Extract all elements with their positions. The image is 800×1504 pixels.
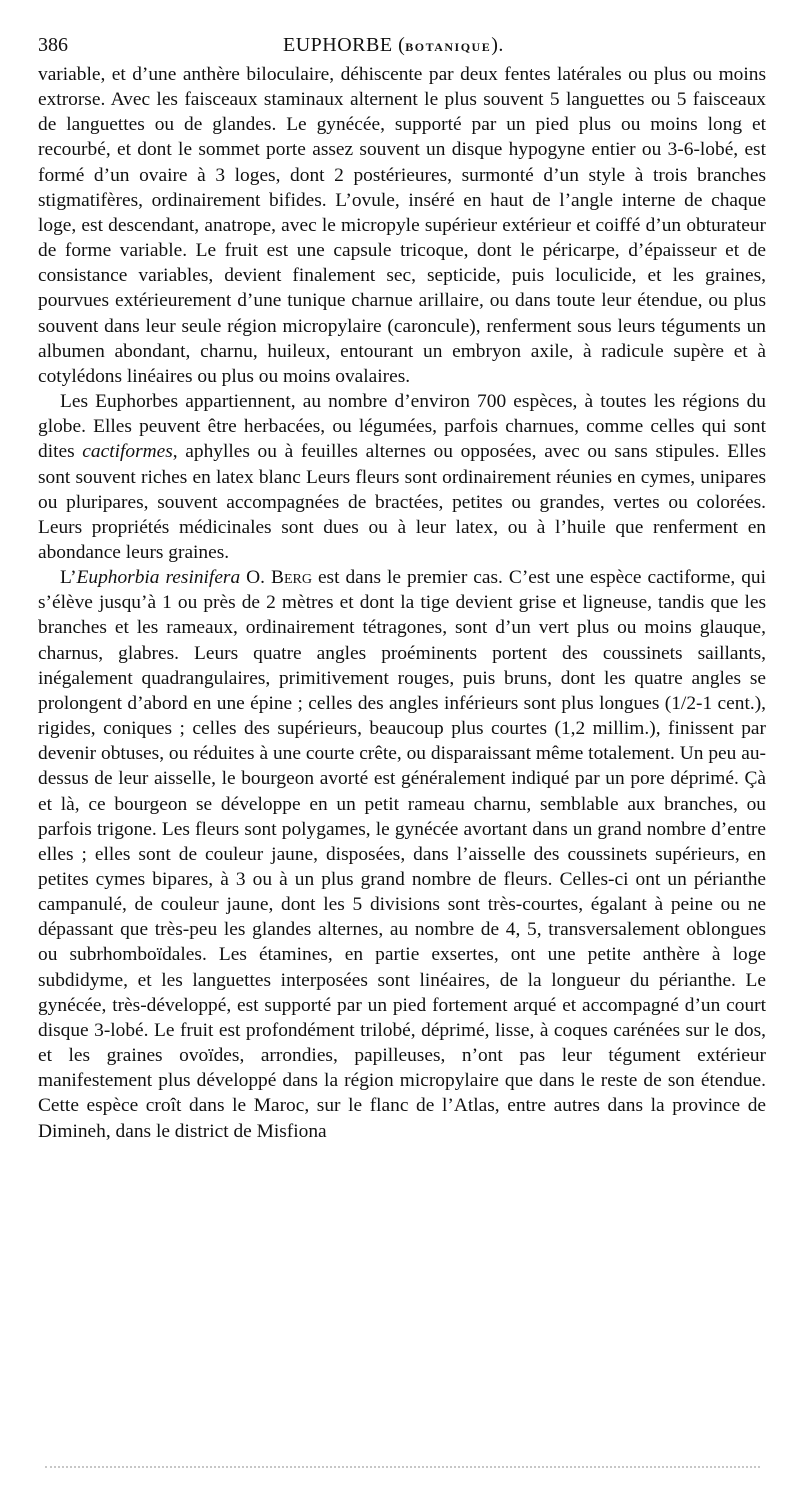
running-title-main: EUPHORBE bbox=[283, 34, 393, 56]
author-name: Berg bbox=[271, 567, 312, 589]
text-segment: , aphylles ou à feuilles alternes ou opposées, avec ou sans stipules. Elles sont souvent riches en latex blanc Leurs fleurs sont ordinairement réunies en cymes, unipares ou pluripares, souvent accompagnées de bractées, petites ou grandes, vertes ou colorées. Leurs propriétés médicinales sont dues ou à leur latex, ou à l’huile que renferment en abondance leurs graines. bbox=[38, 441, 766, 563]
text-segment: L’ bbox=[60, 567, 77, 589]
text-segment: Les Euphorbes appartiennent, au nombre d’environ 700 espèces, à toutes les régions du globe. Elles peuvent être herbacées, ou légumées, parfois charnues, comme celles qui sont dites bbox=[38, 391, 766, 463]
paragraph bbox=[38, 62, 766, 389]
paragraph bbox=[38, 389, 766, 565]
page-header bbox=[38, 30, 766, 60]
running-title-subtitle: BOTANIQUE bbox=[405, 40, 492, 54]
italic-text: Euphorbia resinifera bbox=[76, 567, 241, 589]
page-number: 386 bbox=[38, 34, 68, 56]
body-text bbox=[38, 62, 766, 1144]
document-page bbox=[38, 30, 766, 1144]
running-title bbox=[283, 30, 504, 62]
text-segment: est dans le premier cas. C’est une espèce cactiforme, qui s’élève jusqu’à 1 ou près de 2 mètres et dont la tige devient grise et ligneuse, tandis que les branches et les rameaux, ordinairement tétragones, sont d’un vert plus ou moins glauque, charnus, glabres. Leurs quatre angles proéminents portent des coussinets saillants, inégalement quadrangulaires, primitivement rouges, puis bruns, dont les quatre angles se prolongent d’abord en une épine ; celles des angles inférieurs sont plus longues (1/2-1 cent.), rigides, coniques ; celles des supérieurs, beaucoup plus courtes (1,2 millim.), finissent par devenir obtuses, ou réduites à une courte crête, ou disparaissant même totalement. Un peu au-dessus de leur aisselle, le bourgeon avorté est généralement indiqué par un pore déprimé. Çà et là, ce bourgeon se développe en un petit rameau charnu, semblable aux branches, ou parfois trigone. Les fleurs sont polygames, le gynécée avortant dans un grand nombre d’entre elles ; elles sont de couleur jaune, disposées, dans l’aisselle des coussinets supérieurs, en petites cymes bipares, à 3 ou à un plus grand nombre de fleurs. Celles-ci ont un périanthe campanulé, de couleur jaune, dont les 5 divisions sont très-courtes, égalant à peine ou ne dépassant que très-peu les glandes alternes, au nombre de 4, 5, transversalement oblongues ou subrhomboïdales. Les étamines, en partie exsertes, ont une petite anthère à loge subdidyme, et les languettes interposées sont linéaires, de la longueur du périanthe. Le gynécée, très-développé, est supporté par un pied fortement arqué et accompagné d’un court disque 3-lobé. Le fruit est profondément trilobé, déprimé, lisse, à coques carénées sur le dos, et les graines ovoïdes, arrondies, papilleuses, n’ont pas leur tégument extérieur manifestement plus développé dans la région micropylaire que dans le reste de son étendue. Cette espèce croît dans le Maroc, sur le flanc de l’Atlas, entre autres dans la province de Dimineh, dans le district de Misfiona bbox=[38, 567, 766, 1142]
footer-rule bbox=[45, 1466, 760, 1468]
running-title-paren-close: ). bbox=[491, 34, 504, 56]
running-title-paren-open: ( bbox=[398, 34, 406, 56]
italic-text: cactiformes bbox=[82, 441, 173, 463]
text-segment: variable, et d’une anthère biloculaire, déhiscente par deux fentes latérales ou plus ou moins extrorse. Avec les faisceaux staminaux alternent le plus souvent 5 languettes ou 5 faisceaux de languettes ou de glandes. Le gynécée, supporté par un pied plus ou moins long et recourbé, et dont le sommet porte assez souvent un disque hypogyne entier ou 3-6-lobé, est formé d’un ovaire à 3 loges, dont 2 postérieures, surmonté d’un style à trois branches stigmatifères, ordinairement bifides. L’ovule, inséré en haut de l’angle interne de chaque loge, est descendant, anatrope, avec le micropyle supérieur extérieur et coiffé d’un obturateur de forme variable. Le fruit est une capsule tricoque, dont le péricarpe, d’épaisseur et de consistance variables, devient finalement sec, septicide, puis loculicide, et les graines, pourvues extérieurement d’une tunique charnue arillaire, ou dans toute leur étendue, ou plus souvent dans leur seule région micropylaire (caroncule), renferment sous leurs téguments un albumen abondant, charnu, huileux, entourant un embryon axile, à radicule supère et à cotylédons linéaires ou plus ou moins ovalaires. bbox=[38, 64, 766, 387]
text-segment: O. bbox=[240, 567, 272, 589]
paragraph bbox=[38, 565, 766, 1144]
